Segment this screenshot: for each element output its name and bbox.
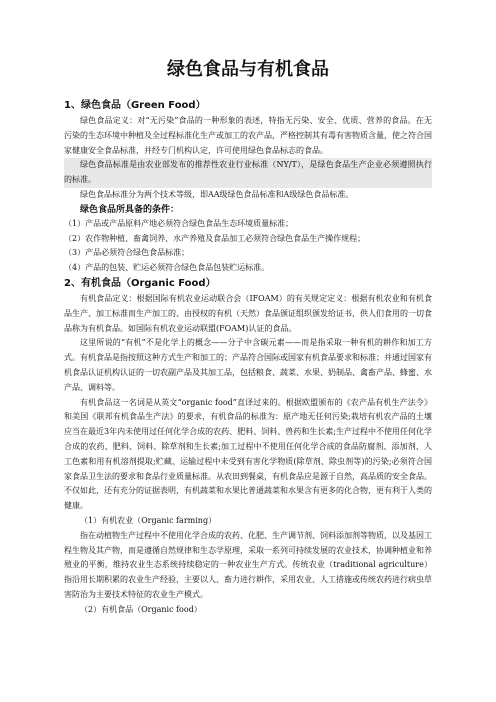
document-title: 绿色食品与有机食品 — [167, 59, 329, 80]
paragraph-organic-concept: 这里所说的“有机”不是化学上的概念——分子中含碳元素——而是指采取一种有机的耕作和加工方式。有机食品是指按照这种方式生产和加工的；产品符合国际或国家有机食品要求和标准；并通过国家有机食品认证机构认证的一切农副产品及其加工品，包括粮食、蔬菜、水果、奶制品、禽畜产品、蜂蜜、水产品、调料等。 — [64, 338, 432, 392]
paragraph-green-food-levels: 绿色食品标准分为两个技术等级，即AA级绿色食品标准和A级绿色食品标准。 — [80, 189, 354, 199]
condition-item: （3）产品必须符合绿色食品标准； — [64, 248, 190, 258]
subheading-organic-farming: （1）有机农业（Organic farming） — [80, 515, 217, 525]
subheading-organic-food: （2）有机食品（Organic food） — [80, 604, 202, 614]
condition-item: （4）产品的包装、贮运必须符合绿色食品包装贮运标准。 — [64, 263, 270, 273]
paragraph-organic-farming: 指在动植物生产过程中不使用化学合成的农药、化肥、生产调节剂、饲料添加剂等物质，以及基因工程生物及其产物，而是遵循自然规律和生态学原理，采取一系列可持续发展的农业技术，协调种植业和养殖业的平衡，维持农业生态系统持续稳定的一种农业生产方式。传统农业（traditional agriculture）指沿用长期积累的农业生产经验，主要以人、畜力进行耕作，采用农业、人工措施或传统农药进行病虫草害防治为主要技术特征的农业生产模式。 — [64, 530, 432, 599]
paragraph-organic-standards: 有机食品这一名词是从英文“organic food”直译过来的。根据欧盟颁布的《农产品有机生产法令》和美国《联邦有机食品生产法》的要求，有机食品的标准为：原产地无任何污染;栽培有机农产品的土壤应当在最近3年内未使用过任何化学合成的农药、肥料、饲料、兽药和生长素;生产过程中不使用任何化学合成的农药、肥料、饲料、除草剂和生长素;加工过程中不使用任何化学合成的食品防腐剂、添加剂、人工色素和用有机溶剂提取;贮藏、运输过程中未受到有害化学物质(除草剂、除虫剂等)的污染;必须符合国家食品卫生法的要求和食品行业质量标准。从农田到餐桌，有机食品应是源于自然，高品质的安全食品。不仅如此，还有充分的证据表明，有机蔬菜和水果比普通蔬菜和水果含有更多的化合物，更有利于人类的健康。 — [64, 397, 432, 511]
condition-item: （1）产品或产品原料产地必须符合绿色食品生态环境质量标准； — [64, 218, 294, 228]
section-heading-green-food: 1、绿色食品（Green Food） — [64, 100, 206, 111]
paragraph-green-food-definition: 绿色食品定义：对“无污染”食品的一种形象的表述，特指无污染、安全、优质、营养的食品。在无污染的生态环境中种植及全过程标准化生产或加工的农产品，严格控制其有毒有害物质含量，使之符合国家健康安全食品标准，并经专门机构认定，许可使用绿色食品标志的食品。 — [64, 116, 432, 155]
section-heading-organic-food: 2、有机食品（Organic Food） — [64, 277, 216, 289]
paragraph-organic-food-definition: 有机食品定义：根据国际有机农业运动联合会（IFOAM）的有关规定定义：根据有机农业和有机食品生产、加工标准而生产加工的、由授权的有机（天然）食品颁证组织颁发给证书，供人们食用的一切食品称为有机食品。如国际有机农业运动联盟(FOAM)认证的食品。 — [64, 293, 432, 333]
section-organic-food — [64, 276, 432, 618]
subheading-green-food-conditions: 绿色食品所具备的条件： — [80, 204, 180, 215]
condition-item: （2）农作物种植、畜禽饲养、水产养殖及食品加工必须符合绿色食品生产操作规程； — [64, 233, 366, 243]
paragraph-green-food-standard: 绿色食品标准是由农业部发布的推荐性农业行业标准（NY/T），是绿色食品生产企业必须遵照执行的标准。 — [64, 158, 432, 188]
section-green-food — [64, 98, 432, 276]
